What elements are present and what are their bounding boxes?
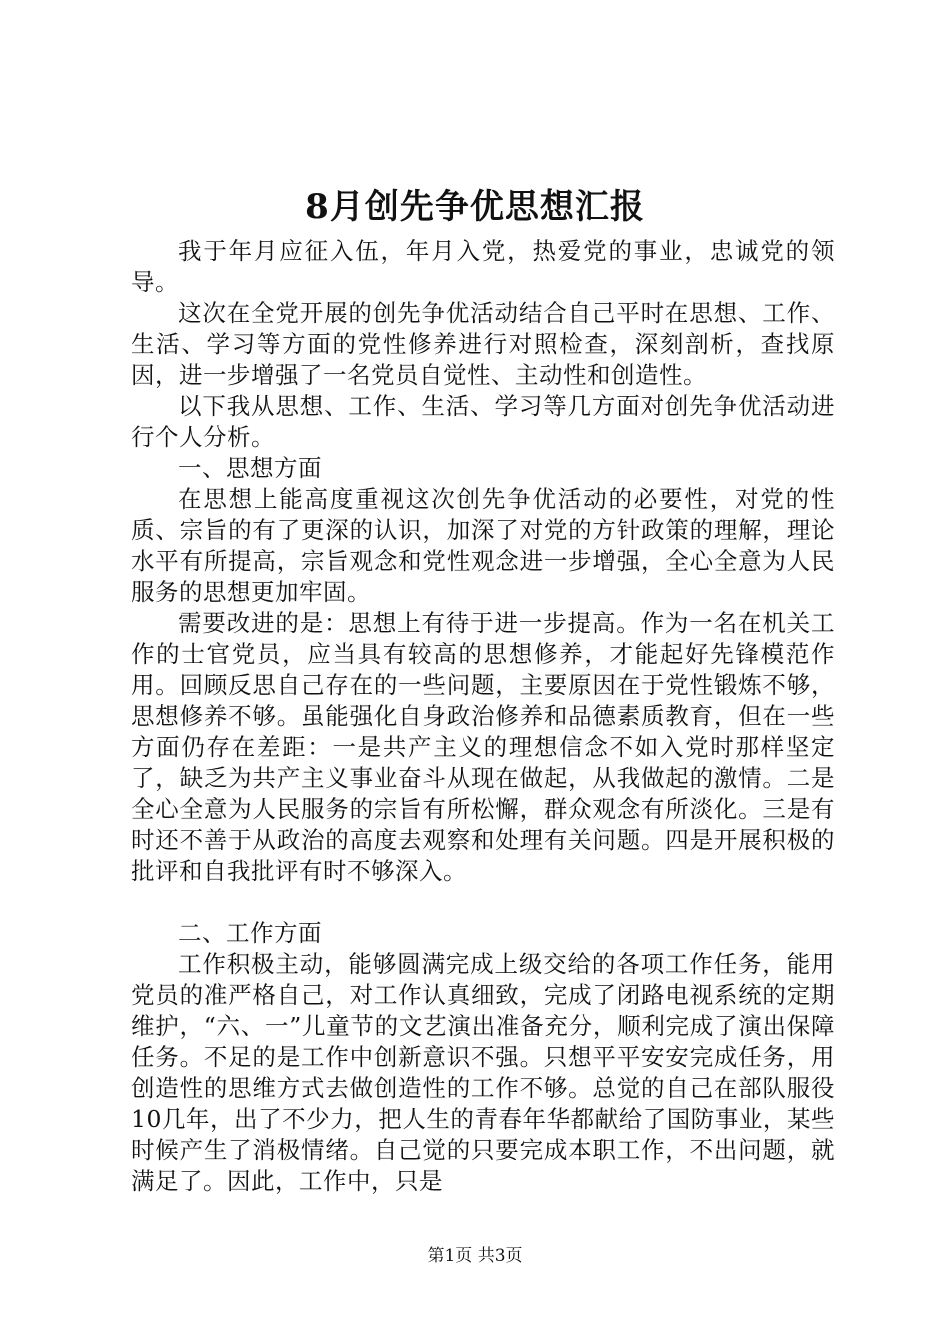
page-footer: 第1页 共3页 — [427, 1246, 523, 1266]
paragraph: 在思想上能高度重视这次创先争优活动的必要性，对党的性质、宗旨的有了更深的认识，加深了对党的方针政策的理解，理论水平有所提高，宗旨观念和党性观念进一步增强，全心全意为人民服务的思想更加牢固。 — [131, 485, 835, 606]
document-body — [131, 236, 835, 1197]
paragraph: 我于年月应征入伍，年月入党，热爱党的事业，忠诚党的领导。 — [131, 237, 835, 296]
paragraph: 需要改进的是：思想上有待于进一步提高。作为一名在机关工作的士官党员，应当具有较高的思想修养，才能起好先锋模范作用。回顾反思自己存在的一些问题，主要原因在于党性锻炼不够，思想修养不够。虽能强化自身政治修养和品德素质教育，但在一些方面仍存在差距：一是共产主义的理想信念不如入党时那样坚定了，缺乏为共产主义事业奋斗从现在做起，从我做起的激情。二是全心全意为人民服务的宗旨有所松懈，群众观念有所淡化。三是有时还不善于从政治的高度去观察和处理有关问题。四是开展积极的批评和自我批评有时不够深入。 — [131, 609, 835, 885]
document-title: 8月创先争优思想汇报 — [305, 187, 645, 227]
blank-line — [131, 887, 835, 918]
paragraph: 工作积极主动，能够圆满完成上级交给的各项工作任务，能用党员的准严格自己，对工作认真细致，完成了闭路电视系统的定期维护，“六、一”儿童节的文艺演出准备充分，顺利完成了演出保障任务。不足的是工作中创新意识不强。只想平平安安完成任务，用创造性的思维方式去做创造性的工作不够。总觉的自己在部队服役10几年，出了不少力，把人生的青春年华都献给了国防事业，某些时候产生了消极情绪。自己觉的只要完成本职工作，不出问题，就满足了。因此，工作中，只是 — [131, 950, 835, 1195]
section-heading: 一、思想方面 — [178, 454, 322, 482]
paragraph: 这次在全党开展的创先争优活动结合自己平时在思想、工作、生活、学习等方面的党性修养进行对照检查，深刻剖析，查找原因，进一步增强了一名党员自觉性、主动性和创造性。 — [131, 299, 835, 389]
section-heading: 二、工作方面 — [178, 919, 322, 947]
paragraph: 以下我从思想、工作、生活、学习等几方面对创先争优活动进行个人分析。 — [131, 392, 835, 451]
